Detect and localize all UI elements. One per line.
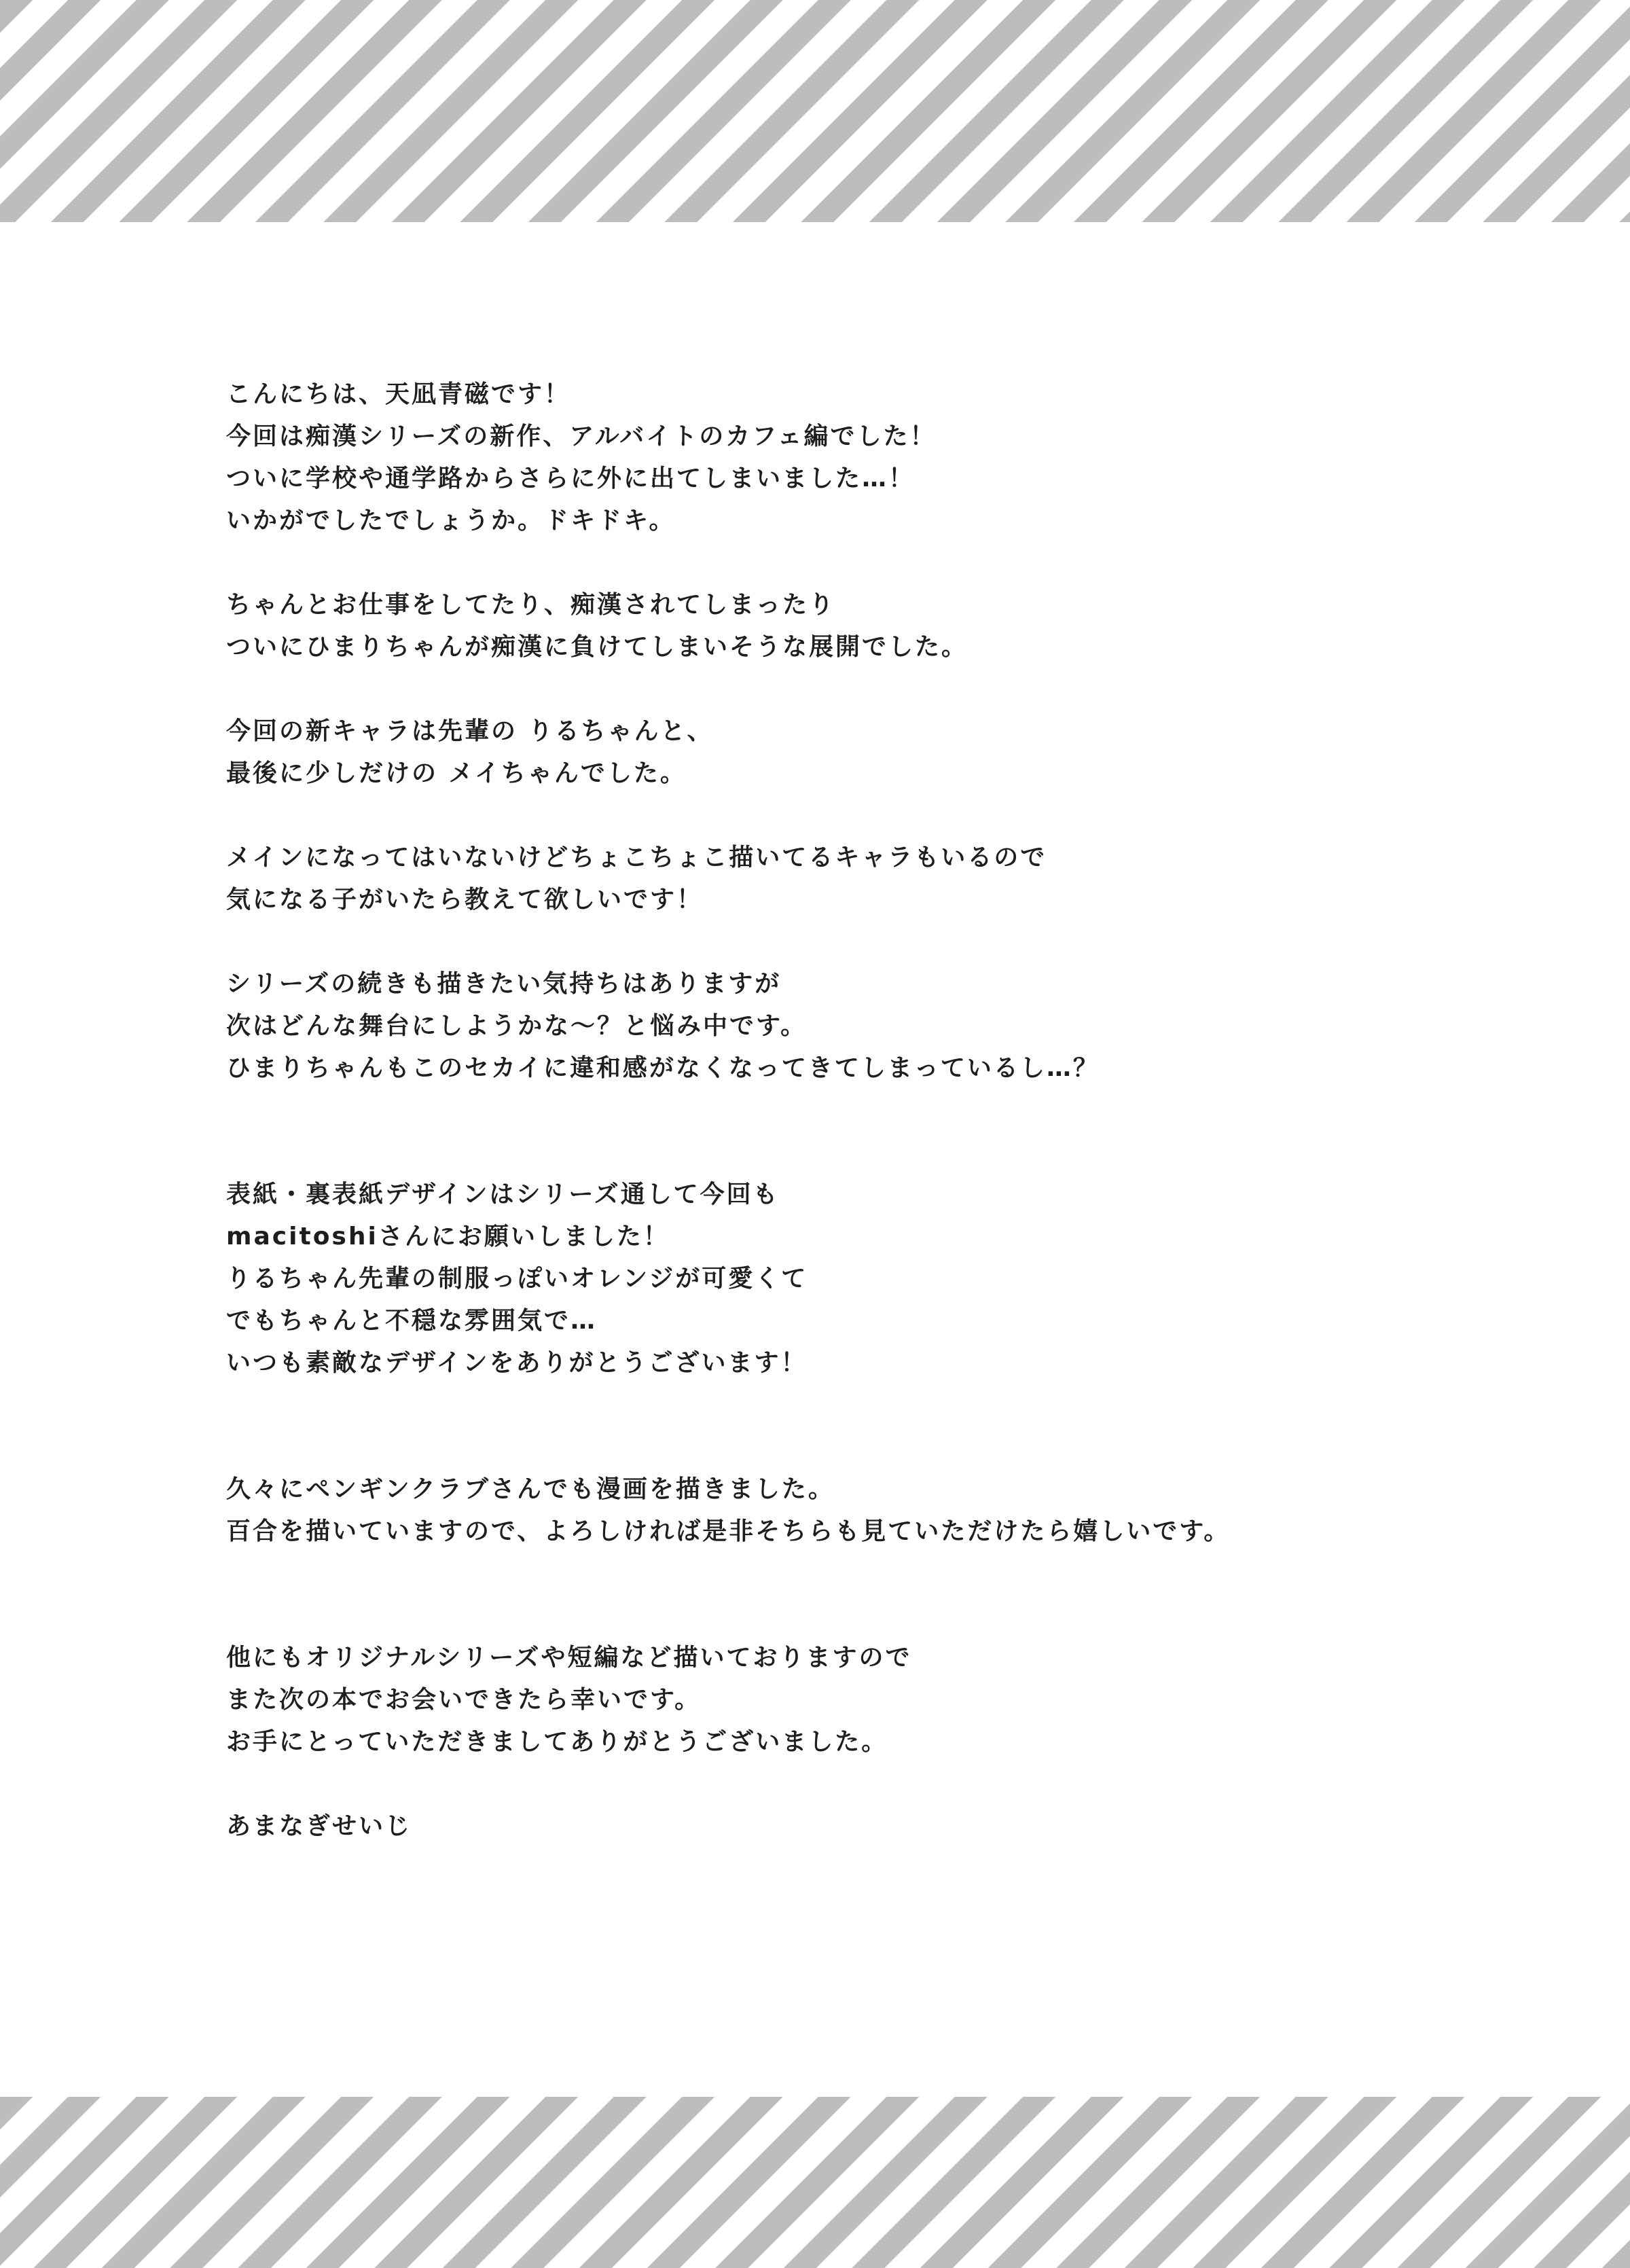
text-line: ついに学校や通学路からさらに外に出てしまいました…！ [226,465,916,492]
text-line: 他にもオリジナルシリーズや短編など描いておりますので [226,1644,912,1672]
paragraph-side-characters [226,837,1517,921]
paragraph-other-work [226,1469,1517,1553]
text-line: 次はどんな舞台にしようかな～？と悩み中です。 [226,1012,808,1040]
text-line: りるちゃん先輩の制服っぽいオレンジが可愛くて [226,1265,808,1293]
paragraph-new-characters [226,710,1517,795]
paragraph-greeting [226,374,1517,542]
paragraph-closing [226,1637,1517,1763]
text-line: 最後に少しだけの メイちゃんでした。 [226,759,687,787]
text-line: また次の本でお会いできたら幸いです。 [226,1686,702,1714]
text-line: ひまりちゃんもこのセカイに違和感がなくなってきてしまっているし…？ [226,1054,1100,1082]
text-line: いつも素敵なデザインをありがとうございます！ [226,1349,808,1377]
text-line: 気になる子がいたら教えて欲しいです！ [226,886,704,914]
text-line: メインになってはいないけどちょこちょこ描いてるキャラもいるので [226,844,1047,871]
text-line: ちゃんとお仕事をしてたり、痴漢されてしまったり [226,591,836,619]
text-line: こんにちは、天凪青磁です！ [226,380,571,408]
text-line: 百合を描いていますので、よろしければ是非そちらも見ていただけたら嬉しいです。 [226,1517,1231,1545]
author-signature: あまなぎせいじ [226,1812,412,1840]
paragraph-series-future [226,963,1517,1090]
bottom-stripe-border [0,2097,1630,2268]
text-line: ついにひまりちゃんが痴漢に負けてしまいそうな展開でした。 [226,633,968,661]
afterword-text [226,374,1517,1848]
text-line: いかがでしたでしょうか。ドキドキ。 [226,507,676,535]
text-line: 今回は痴漢シリーズの新作、アルバイトのカフェ編でした！ [226,422,937,450]
text-line: macitoshiさんにお願いしました！ [226,1223,670,1250]
paragraph-cover-design [226,1174,1517,1384]
text-line: 今回の新キャラは先輩の りるちゃんと、 [226,717,714,745]
top-stripe-border [0,0,1630,222]
text-line: 久々にペンギンクラブさんでも漫画を描きました。 [226,1475,835,1503]
paragraph-story [226,584,1517,668]
text-line: でもちゃんと不穏な雰囲気で… [226,1307,598,1335]
text-line: シリーズの続きも描きたい気持ちはありますが [226,970,782,998]
text-line: 表紙・裏表紙デザインはシリーズ通して今回も [226,1181,780,1208]
text-line: お手にとっていただきましてありがとうございました。 [226,1728,888,1756]
